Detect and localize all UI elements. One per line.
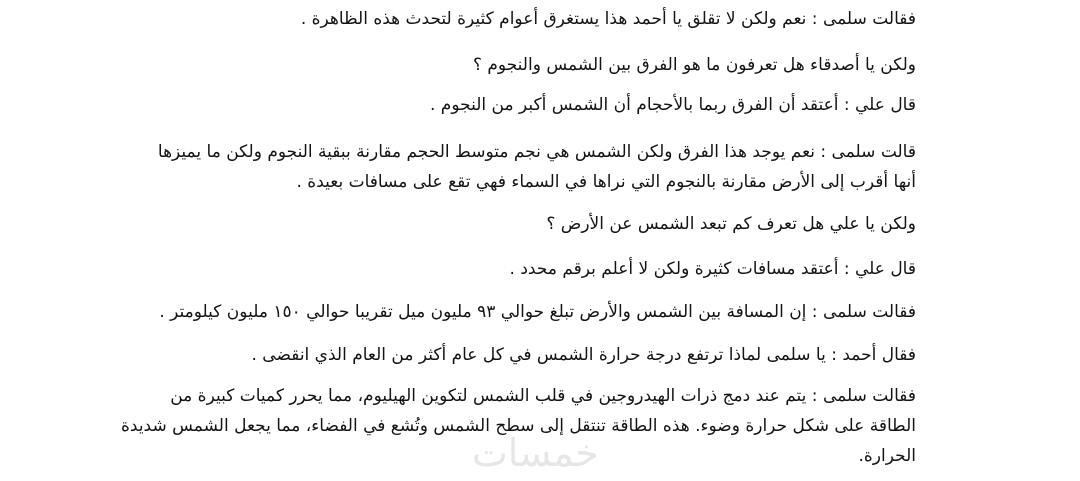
text-line: ولكن يا أصدقاء هل تعرفون ما هو الفرق بين الشمس والنجوم ؟ [472, 55, 916, 75]
paragraph-8 [156, 340, 916, 370]
text-line: قال علي : أعتقد مسافات كثيرة ولكن لا أعلم برقم محدد . [509, 259, 916, 279]
text-line: فقالت سلمى : نعم ولكن لا تقلق يا أحمد هذا يستغرق أعوام كثيرة لتحدث هذه الظاهرة . [300, 9, 916, 29]
text-line: ولكن يا علي هل تعرف كم تبعد الشمس عن الأرض ؟ [546, 214, 916, 234]
text-line: قالت سلمى : نعم يوجد هذا الفرق ولكن الشمس هي نجم متوسط الحجم مقارنة ببقية النجوم ولكن ما يميزها [157, 142, 916, 162]
text-line: فقال أحمد : يا سلمى لماذا ترتفع درجة حرارة الشمس في كل عام أكثر من العام الذي انقضى . [251, 345, 916, 365]
paragraph-2 [156, 50, 916, 80]
paragraph-1 [156, 4, 916, 34]
text-line: أنها أقرب إلى الأرض مقارنة بالنجوم التي نراها في السماء فهي تقع على مسافات بعيدة . [296, 172, 916, 192]
paragraph-6 [156, 254, 916, 284]
paragraph-5 [156, 209, 916, 239]
paragraph-4 [156, 137, 916, 197]
text-line: فقالت سلمى : إن المسافة بين الشمس والأرض تبلغ حوالي ٩٣ مليون ميل تقريبا حوالي ١٥٠ مليون كيلومتر . [159, 302, 916, 322]
text-line: قال علي : أعتقد أن الفرق ربما بالأحجام أن الشمس أكبر من النجوم . [430, 95, 916, 115]
paragraph-7 [156, 297, 916, 327]
text-line: فقالت سلمى : يتم عند دمج ذرات الهيدروجين في قلب الشمس لتكوين الهيليوم، مما يحرر كميات كبيرة من [170, 386, 916, 406]
text-line: الطاقة على شكل حرارة وضوء. هذه الطاقة تنتقل إلى سطح الشمس وتُشع في الفضاء، مما يجعل الشمس شديدة [120, 416, 916, 436]
khamsat-watermark: خمسات [472, 431, 599, 475]
paragraph-3 [156, 90, 916, 120]
text-line: الحرارة. [858, 446, 916, 466]
